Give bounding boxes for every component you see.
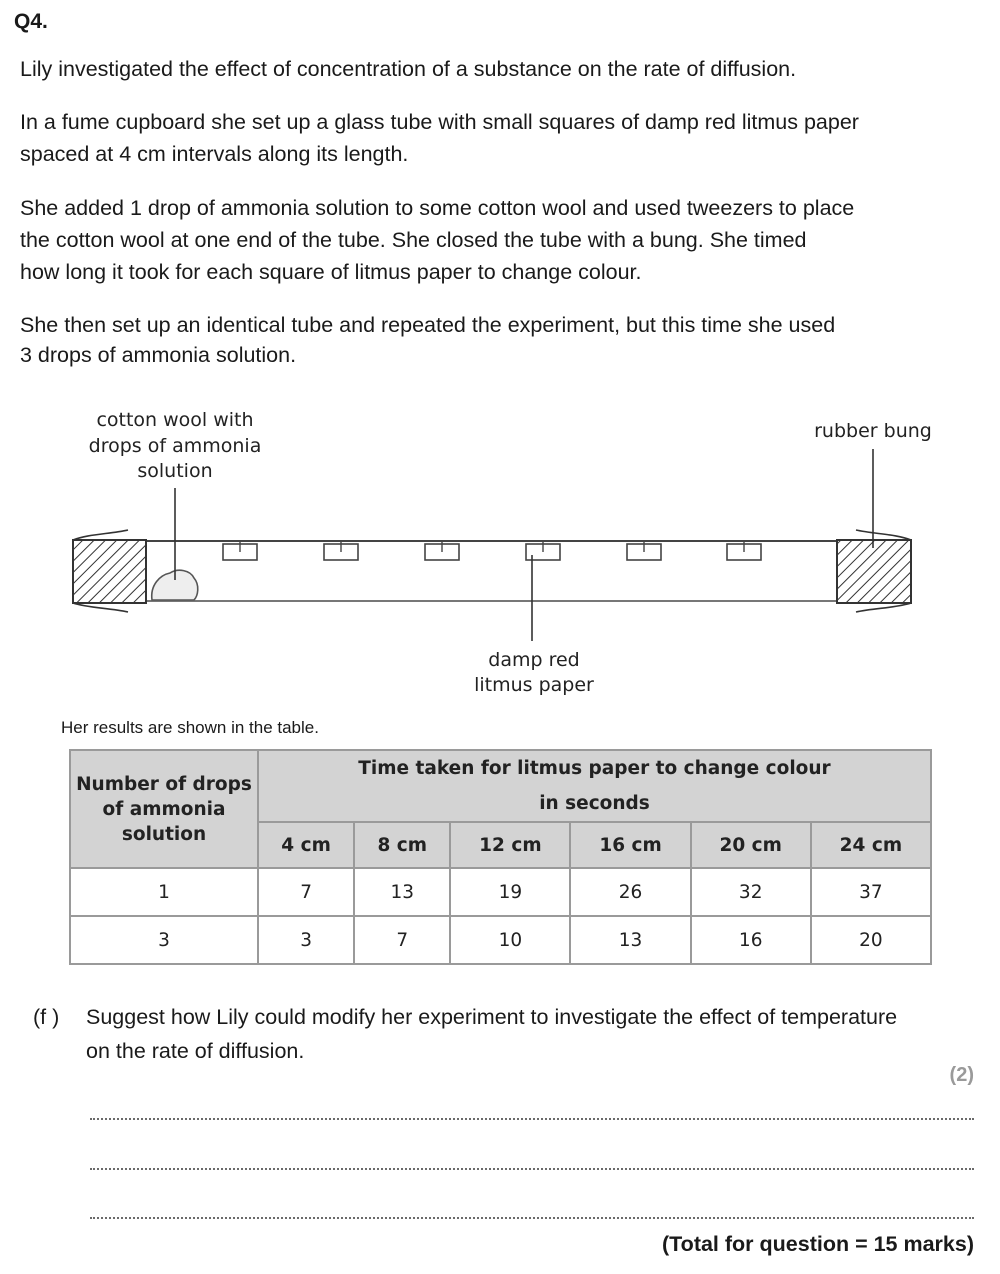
rubber-bung [837, 540, 911, 603]
paragraph-method: She added 1 drop of ammonia solution to some cotton wool and used tweezers to place the cotton wool at one end of the tube. She closed the tube with a bung. She timed how long it took for each square of litmus paper to change colour. [20, 196, 855, 284]
part-marks: (2) [949, 1064, 974, 1086]
litmus-square [223, 541, 257, 560]
header-distance: 8 cm [354, 822, 450, 868]
litmus-square [627, 541, 661, 560]
time-cell: 3 [258, 916, 354, 964]
label-cotton-wool-line2: drops of ammonia [88, 435, 262, 457]
paragraph-setup: In a fume cupboard she set up a glass tube with small squares of damp red litmus paper spaced at 4 cm intervals along its length. [20, 110, 859, 166]
header-time-taken: Time taken for litmus paper to change colour in seconds [258, 750, 931, 822]
label-litmus-line2: litmus paper [474, 674, 594, 696]
part-label: (f ) [33, 1005, 60, 1029]
table-intro: Her results are shown in the table. [61, 718, 319, 737]
time-cell: 7 [258, 868, 354, 916]
header-number-of-drops: Number of drops of ammonia solution [70, 750, 258, 868]
header-distance: 12 cm [450, 822, 570, 868]
apparatus-diagram [0, 395, 1000, 710]
drops-cell: 3 [70, 916, 258, 964]
table-row [70, 916, 931, 964]
label-rubber-bung: rubber bung [814, 420, 932, 442]
paragraph-intro: Lily investigated the effect of concentration of a substance on the rate of diffusion. [20, 57, 797, 81]
time-cell: 13 [354, 868, 450, 916]
time-cell: 32 [691, 868, 811, 916]
results-table [69, 749, 932, 965]
time-cell: 37 [811, 868, 931, 916]
litmus-square [526, 541, 560, 560]
time-cell: 7 [354, 916, 450, 964]
table-row [70, 868, 931, 916]
drops-cell: 1 [70, 868, 258, 916]
litmus-square [425, 541, 459, 560]
header-distance: 20 cm [691, 822, 811, 868]
time-cell: 13 [570, 916, 690, 964]
label-cotton-wool-line3: solution [137, 460, 213, 482]
left-bung [73, 540, 146, 603]
part-question-text: Suggest how Lily could modify her experiment to investigate the effect of temperature on the rate of diffusion. [86, 1005, 898, 1063]
answer-line[interactable] [90, 1168, 974, 1170]
time-cell: 19 [450, 868, 570, 916]
litmus-square [727, 541, 761, 560]
header-distance: 16 cm [570, 822, 690, 868]
time-cell: 20 [811, 916, 931, 964]
time-cell: 16 [691, 916, 811, 964]
litmus-square [324, 541, 358, 560]
time-cell: 10 [450, 916, 570, 964]
total-marks: (Total for question = 15 marks) [661, 1232, 974, 1256]
question-number: Q4. [14, 10, 48, 33]
answer-line[interactable] [90, 1217, 974, 1219]
label-cotton-wool-line1: cotton wool with [96, 409, 254, 431]
answer-line[interactable] [90, 1118, 974, 1120]
header-distance: 24 cm [811, 822, 931, 868]
paragraph-repeat: She then set up an identical tube and repeated the experiment, but this time she used 3 drops of ammonia solution. [20, 313, 836, 367]
header-distance: 4 cm [258, 822, 354, 868]
label-litmus-line1: damp red [488, 649, 580, 671]
time-cell: 26 [570, 868, 690, 916]
